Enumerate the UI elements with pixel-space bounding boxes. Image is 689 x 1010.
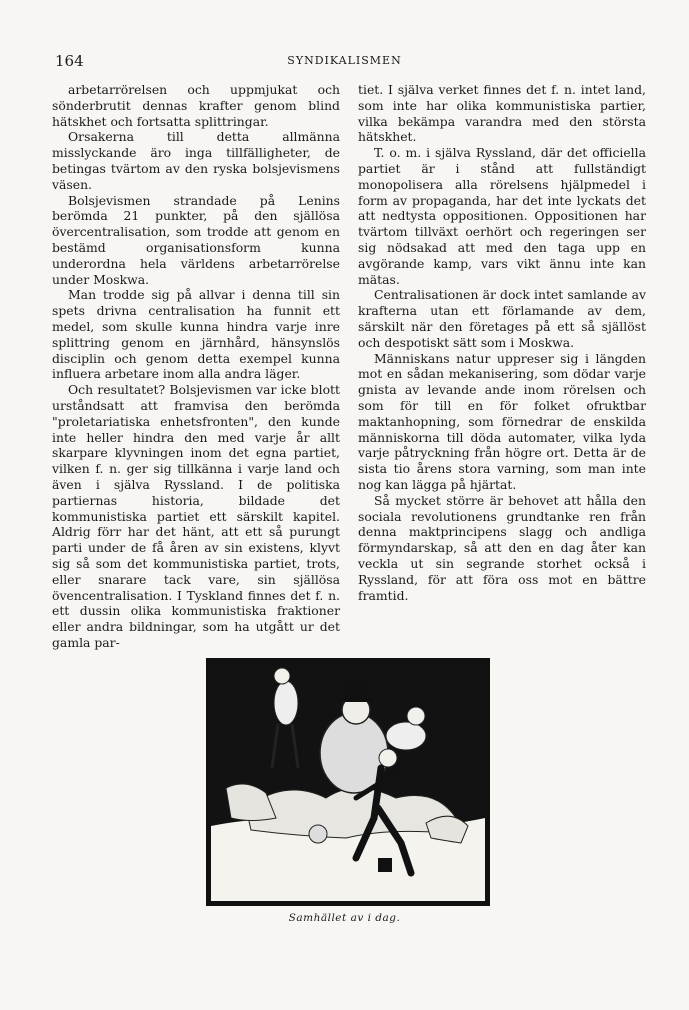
paragraph: arbetarrörelsen och uppmjukat och sönderbrutit dennas krafter genom blind hätskhet och fortsatta splittringar. (52, 82, 340, 129)
top-hat-icon (344, 680, 366, 700)
reclining-woman-head (407, 707, 425, 725)
reclining-woman (386, 722, 426, 750)
paragraph: Så mycket större är behovet att hålla den sociala revolutionens grundtanke ren från denna maktprincipens slagg och andliga förmyndarskap, så att den en dag åter kan veckla ut sin segrande storhet också i Ryssland, för att föra oss mot en bättre framtid. (358, 492, 646, 603)
right-column (358, 82, 646, 603)
figure-caption: Samhället av i dag. (288, 912, 401, 924)
body-text (52, 82, 646, 650)
paragraph: Centralisationen är dock intet samlande av krafterna utan ett förlamande av dem, särskilt när den företages på ett så själlöst och despotiskt sätt som i Moskwa. (358, 287, 646, 350)
paragraph: T. o. m. i själva Ryssland, där det officiella partiet är i stånd att fullständigt monopolisera alla rörelsens hjälpmedel i form av propaganda, har det inte lyckats det att nedtysta oppositionen. Oppositionen har tvärtom tillväxt oerhört och regeringen ser sig nödsakad att med den taga upp en avgörande kamp, vars vikt ännu inte kan mätas. (358, 145, 646, 287)
running-head: SYNDIKALISMEN (287, 54, 402, 67)
page-number: 164 (55, 52, 84, 70)
paragraph: tiet. I själva verket finnes det f. n. intet land, som inte har olika kommunistiska partier, vilka bekämpa varandra med den största hätskhet. (358, 82, 646, 145)
woman-head (274, 668, 290, 684)
woman-figure (274, 681, 298, 725)
dropped-hat-icon (378, 858, 392, 872)
paragraph: Och resultatet? Bolsjevismen var icke blott urståndsatt att framvisa den berömda "proletariatiska enhetsfronten", den kunde inte heller hindra den med varje år allt skarpare klyvningen inom det egna partiet, vilken f. n. ger sig tillkänna i varje land och även i själva Ryssland. I de politiska partiernas historia, bildade det kommunistiska partiet ett särskilt kapitel. Aldrig förr har det hänt, att ett så purungt parti under de få åren av sin existens, klyvt sig så som det kommunistiska partiet, trots, eller snarare tack vare, sin själlösa övencentralisation. I Tyskland finnes det f. n. ett dussin olika kommunistiska fraktioner eller andra bildningar, som ha utgått ur det gamla par- (52, 382, 340, 650)
cartoon-drawing (206, 658, 490, 906)
cartoon-illustration (206, 658, 490, 906)
page-header (55, 52, 634, 72)
dandy-head (379, 749, 397, 767)
paragraph: Orsakerna till detta allmänna misslyckande äro inga tillfälligheter, de betingas tvärtom av den ryska bolsjevismens väsen. (52, 129, 340, 192)
skull-icon (309, 825, 327, 843)
left-column (52, 82, 340, 651)
paragraph: Man trodde sig på allvar i denna till sin spets drivna centralisation ha funnit ett medel, som skulle kunna hindra varje inre splittring genom en järnhård, hänsynslös disciplin och genom detta exempel kunna influera arbetare inom alla andra läger. (52, 287, 340, 382)
top-hat-brim (338, 698, 372, 702)
paragraph: Människans natur uppreser sig i längden mot en sådan mekanisering, som dödar varje gnista av levande ande inom rörelsen och som för till en för folket ofruktbar maktanhopning, som förnedrar de enskilda människorna till döda automater, vilka lyda varje påtryckning från högre ort. Detta är de sista tio årens stora varning, som man inte nog kan lägga på hjärtat. (358, 350, 646, 492)
paragraph: Bolsjevismen strandade på Lenins berömda 21 punkter, på den själlösa övercentralisation, som trodde att genom en bestämd organisationsform kunna underordna hela världens arbetarrörelse under Moskwa. (52, 192, 340, 287)
